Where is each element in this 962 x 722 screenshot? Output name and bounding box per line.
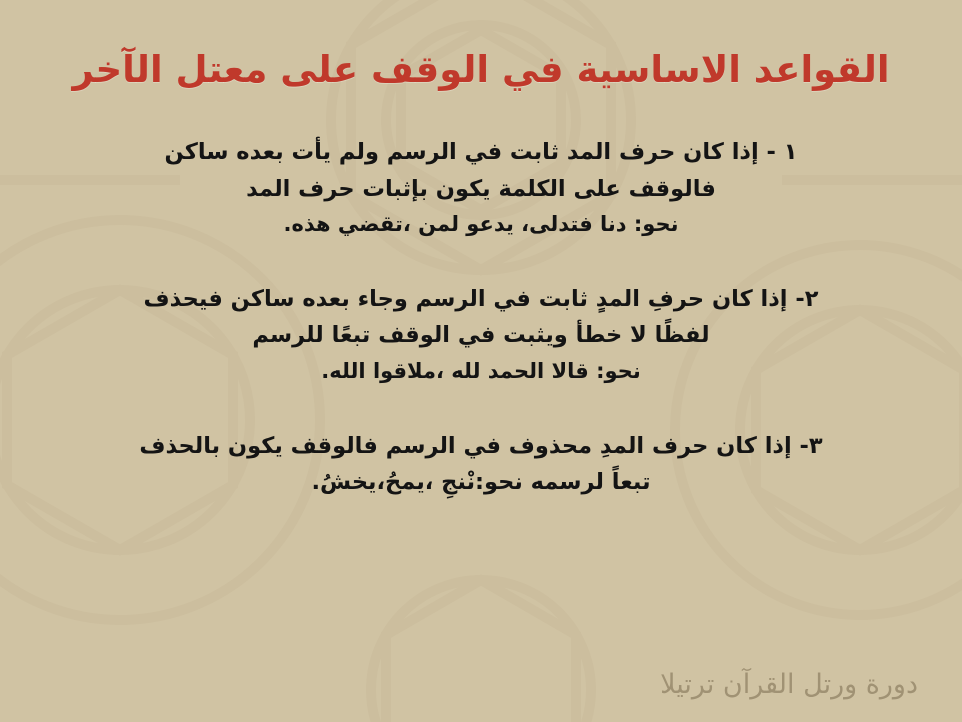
rule-line: فالوقف على الكلمة يكون بإثبات حرف المد bbox=[246, 175, 716, 202]
rule-item bbox=[41, 134, 921, 241]
rule-line: لفظًا لا خطأ ويثبت في الوقف تبعًا للرسم bbox=[252, 322, 710, 349]
rule-line: ٢- إذا كان حرفِ المدٍ ثابت في الرسم وجاء بعده ساكن فيحذف bbox=[143, 285, 819, 312]
rule-item bbox=[41, 428, 921, 501]
rules-list bbox=[41, 134, 921, 501]
rule-line: تبعاً لرسمه نحو:نْنجِ ،يمحُ،يخشُ. bbox=[311, 469, 651, 496]
rule-example: نحو: قالا الحمد لله ،ملاقوا الله. bbox=[321, 358, 641, 383]
rule-line: ٣- إذا كان حرف المدِ محذوف في الرسم فالوقف يكون بالحذف bbox=[139, 432, 823, 459]
rule-example: نحو: دنا فتدلى، يدعو لمن ،تقضي هذه. bbox=[283, 211, 679, 236]
page-title: القواعد الاساسية في الوقف على معتل الآخر bbox=[72, 48, 890, 91]
footer-credit: دورة ورتل القرآن ترتيلا bbox=[660, 669, 918, 700]
rule-line: ١ - إذا كان حرف المد ثابت في الرسم ولم يأت بعده ساكن bbox=[164, 139, 798, 166]
rule-item bbox=[41, 281, 921, 388]
